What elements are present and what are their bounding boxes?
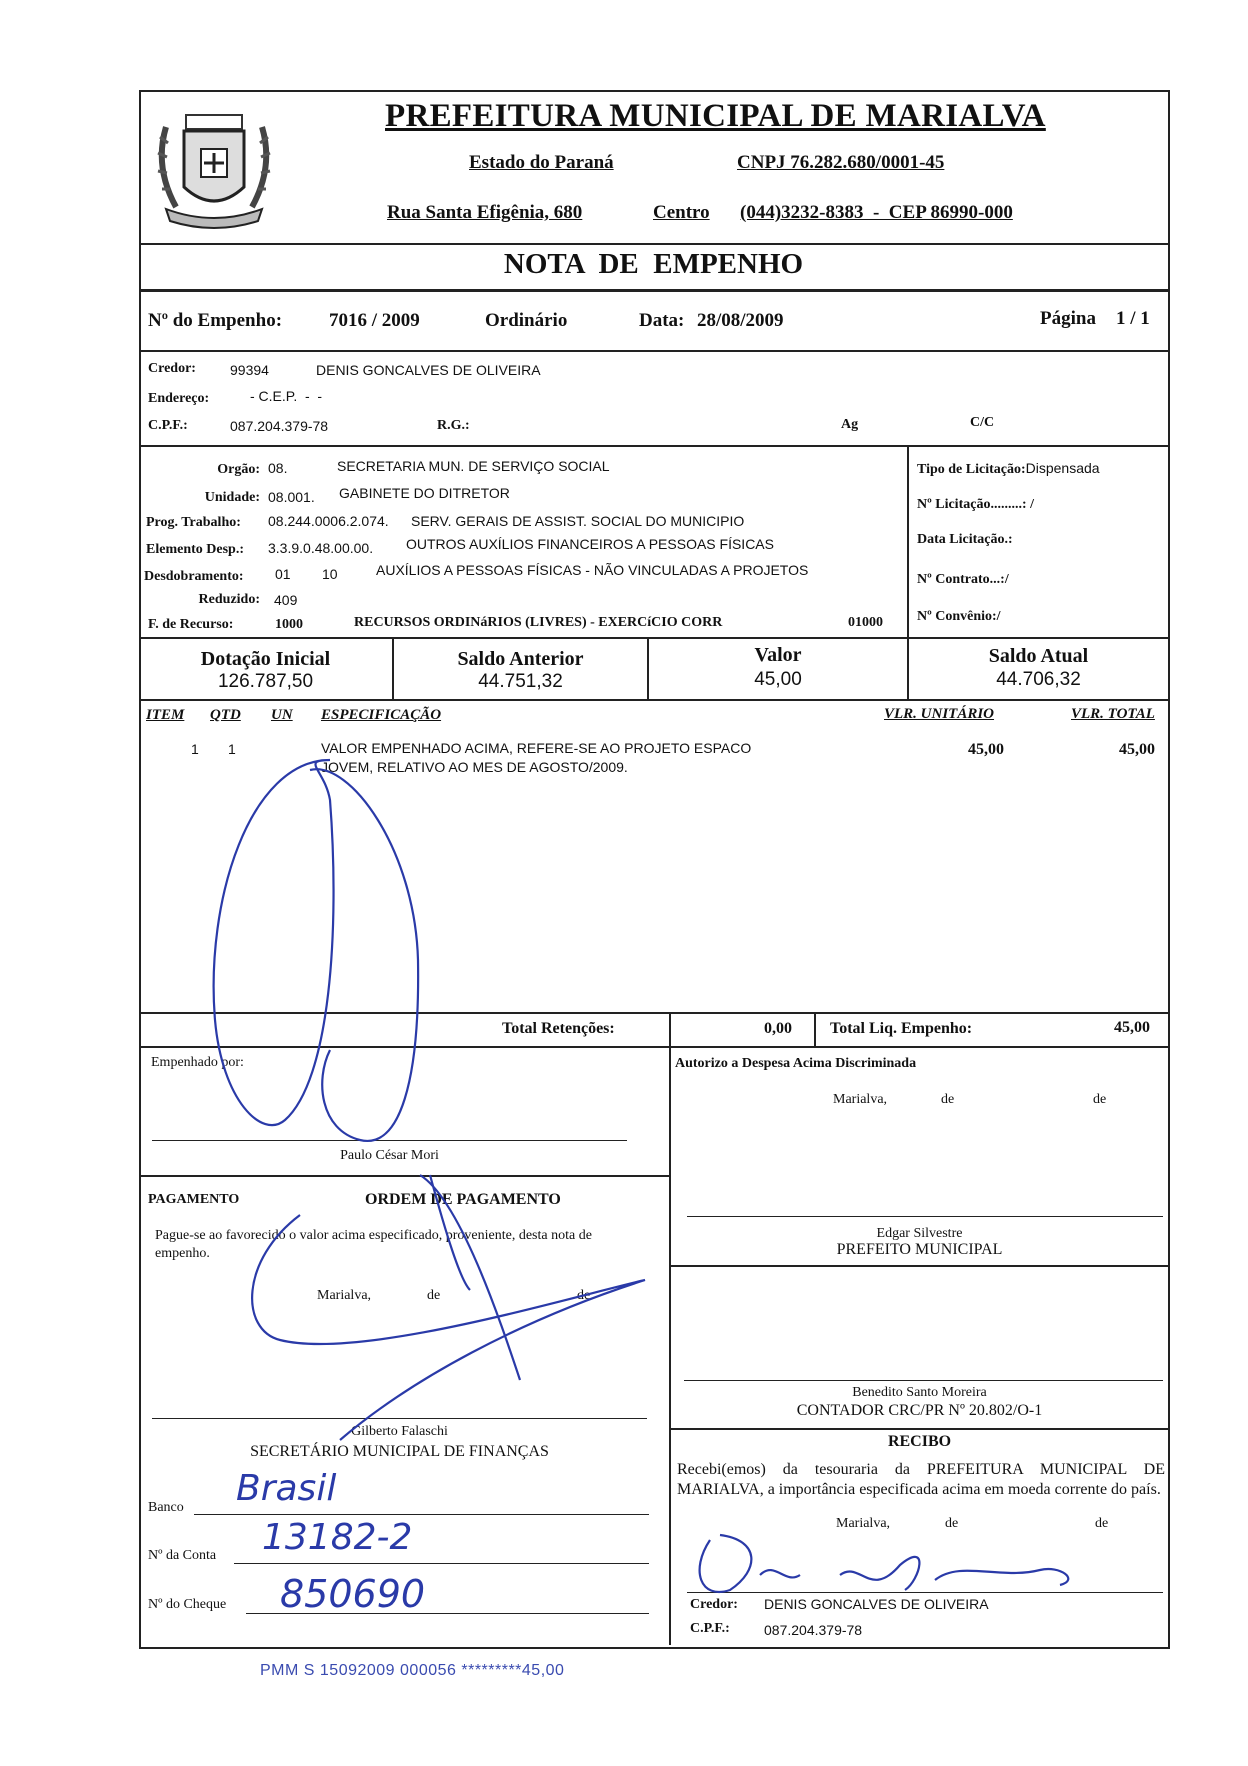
- empenho-date: 28/08/2009: [697, 310, 784, 331]
- prog-code: 08.244.0006.2.074.: [268, 513, 389, 529]
- col-item: ITEM: [146, 707, 185, 723]
- dotacao-label: Dotação Inicial: [200, 648, 331, 670]
- pagamento-signature: [252, 1175, 645, 1440]
- pagamento-de-2: de: [577, 1288, 591, 1303]
- saldo-anterior-value: 44.751,32: [478, 671, 563, 692]
- licitacao-date: Data Licitação.:: [917, 532, 1013, 547]
- saldo-anterior-label: Saldo Anterior: [457, 648, 584, 670]
- desdobramento-b: 10: [322, 566, 338, 582]
- prog-label: Prog. Trabalho:: [146, 515, 241, 530]
- bank-label: Banco: [148, 1500, 184, 1515]
- row-description-line2: JOVEM, RELATIVO AO MES DE AGOSTO/2009.: [321, 759, 628, 775]
- finance-secretary-role: SECRETÁRIO MUNICIPAL DE FINANÇAS: [250, 1443, 549, 1460]
- reduzido-value: 409: [274, 592, 298, 608]
- empenho-signature-loop-1: [214, 760, 334, 1125]
- district: Centro: [653, 202, 710, 223]
- recibo-text: Recebi(emos) da tesouraria da PREFEITURA MUNICIPAL DE MARIALVA, a importância especificada acima em moeda corrente do país.: [677, 1461, 1165, 1498]
- row-item: 1: [191, 741, 199, 757]
- rg-label: R.G.:: [437, 418, 470, 433]
- row-description-line1: VALOR EMPENHADO ACIMA, REFERE-SE AO PROJETO ESPACO: [321, 740, 752, 756]
- empenho-number: 7016 / 2009: [329, 310, 420, 331]
- creditor-code: 99394: [230, 362, 269, 378]
- pagamento-place: Marialva,: [317, 1288, 372, 1303]
- recibo-place: Marialva,: [836, 1516, 891, 1531]
- phone-cep: (044)3232-8383 - CEP 86990-000: [740, 202, 1013, 223]
- processing-stamp: PMM S 15092009 000056 *********45,00: [260, 1662, 565, 1679]
- elemento-label: Elemento Desp.:: [146, 542, 244, 557]
- licitacao-number: Nº Licitação.........: /: [917, 497, 1034, 512]
- cheque-number-label: Nº do Cheque: [148, 1597, 227, 1612]
- desdobramento-name: AUXÍLIOS A PESSOAS FÍSICAS - NÃO VINCULADAS A PROJETOS: [376, 562, 809, 578]
- cpf-value: 087.204.379-78: [230, 418, 329, 434]
- orgao-label: Orgão:: [217, 462, 260, 477]
- saldo-atual-label: Saldo Atual: [988, 645, 1089, 667]
- bank-handwritten: Brasil: [236, 1468, 337, 1509]
- elemento-name: OUTROS AUXÍLIOS FINANCEIROS A PESSOAS FÍSICAS: [406, 536, 774, 552]
- empenho-date-label: Data:: [639, 310, 685, 331]
- pagamento-text: Pague-se ao favorecido o valor acima especificado, proveniente, desta nota de empenho.: [155, 1228, 592, 1261]
- elemento-code: 3.3.9.0.48.00.00.: [268, 540, 374, 556]
- accountant-role: CONTADOR CRC/PR Nº 20.802/O-1: [796, 1402, 1043, 1419]
- desdobramento-a: 01: [275, 566, 291, 582]
- recurso-number: 01000: [848, 615, 883, 630]
- recurso-code: 1000: [275, 617, 303, 632]
- empenhado-label: Empenhado por:: [151, 1055, 244, 1070]
- empenho-number-label: Nº do Empenho:: [148, 310, 283, 331]
- recibo-label: RECIBO: [887, 1433, 952, 1450]
- retencoes-label: Total Retenções:: [502, 1020, 615, 1037]
- empenho-type: Ordinário: [485, 310, 568, 331]
- cheque-handwritten: 850690: [280, 1572, 426, 1616]
- autorizo-de-1: de: [941, 1092, 955, 1107]
- autorizo-place: Marialva,: [833, 1092, 888, 1107]
- empenhado-signer: Paulo César Mori: [340, 1148, 439, 1163]
- address-label: Endereço:: [148, 391, 210, 406]
- liquido-value: 45,00: [1114, 1019, 1150, 1036]
- recibo-de-1: de: [945, 1516, 959, 1531]
- licitacao-type-value: Dispensada: [1025, 460, 1100, 476]
- row-total-value: 45,00: [1119, 741, 1155, 758]
- recurso-label: F. de Recurso:: [148, 617, 234, 632]
- recibo-credor-name: DENIS GONCALVES DE OLIVEIRA: [764, 1596, 989, 1612]
- col-especificacao: ESPECIFICAÇÃO: [321, 707, 442, 723]
- city-hall-title: PREFEITURA MUNICIPAL DE MARIALVA: [385, 98, 1046, 134]
- contract-number: Nº Contrato...:/: [917, 572, 1009, 587]
- orgao-code: 08.: [268, 460, 288, 476]
- recibo-de-2: de: [1095, 1516, 1109, 1531]
- address-value: - C.E.P. - -: [250, 388, 323, 404]
- col-qtd: QTD: [210, 707, 241, 723]
- row-qtd: 1: [228, 741, 236, 757]
- recibo-credor-label: Credor:: [690, 1597, 738, 1612]
- street-address: Rua Santa Efigênia, 680: [387, 202, 583, 223]
- creditor-label: Credor:: [148, 361, 196, 376]
- recurso-name: RECURSOS ORDINáRIOS (LIVRES) - EXERCíCIO CORR: [354, 615, 723, 630]
- state-name: Estado do Paraná: [469, 152, 614, 173]
- row-unit-value: 45,00: [968, 741, 1004, 758]
- page-label: Página: [1040, 308, 1096, 329]
- unidade-label: Unidade:: [204, 490, 260, 505]
- autorizo-de-2: de: [1093, 1092, 1107, 1107]
- account-number-label: Nº da Conta: [148, 1548, 217, 1563]
- prog-name: SERV. GERAIS DE ASSIST. SOCIAL DO MUNICIPIO: [411, 513, 745, 529]
- valor-label: Valor: [754, 644, 802, 666]
- orgao-name: SECRETARIA MUN. DE SERVIÇO SOCIAL: [337, 458, 610, 474]
- col-unit-value: VLR. UNITÁRIO: [884, 706, 995, 722]
- pagamento-label: PAGAMENTO: [148, 1192, 240, 1207]
- document-title: NOTA DE EMPENHO: [503, 248, 804, 280]
- account-handwritten: 13182-2: [262, 1517, 413, 1558]
- liquido-label: Total Liq. Empenho:: [830, 1020, 973, 1037]
- mayor-name: Edgar Silvestre: [876, 1226, 963, 1241]
- desdobramento-label: Desdobramento:: [144, 569, 244, 584]
- mayor-role: PREFEITO MUNICIPAL: [836, 1241, 1003, 1258]
- saldo-atual-value: 44.706,32: [996, 669, 1081, 690]
- empenho-signature-loop-2: [310, 769, 418, 1141]
- page-number: 1 / 1: [1116, 308, 1150, 329]
- recibo-signature: [700, 1535, 1069, 1592]
- recibo-cpf-label: C.P.F.:: [690, 1621, 730, 1636]
- cpf-label: C.P.F.:: [148, 418, 188, 433]
- dotacao-value: 126.787,50: [217, 671, 314, 692]
- cnpj: CNPJ 76.282.680/0001-45: [737, 152, 945, 173]
- reduzido-label: Reduzido:: [198, 592, 260, 607]
- creditor-name: DENIS GONCALVES DE OLIVEIRA: [316, 362, 541, 378]
- col-total-value: VLR. TOTAL: [1071, 706, 1155, 722]
- accountant-name: Benedito Santo Moreira: [852, 1385, 987, 1400]
- agency-label: Ag: [841, 417, 859, 432]
- finance-secretary-name: Gilberto Falaschi: [351, 1424, 448, 1439]
- ordem-pagamento-label: ORDEM DE PAGAMENTO: [365, 1191, 561, 1208]
- autorizo-label: Autorizo a Despesa Acima Discriminada: [675, 1056, 917, 1071]
- retencoes-value: 0,00: [764, 1020, 792, 1037]
- col-un: UN: [271, 707, 293, 723]
- recibo-cpf-value: 087.204.379-78: [764, 1622, 863, 1638]
- valor-value: 45,00: [754, 669, 802, 690]
- convenio-number: Nº Convênio:/: [917, 609, 1001, 624]
- unidade-code: 08.001.: [268, 489, 315, 505]
- licitacao-type-label-text: Tipo de Licitação:: [917, 462, 1026, 477]
- unidade-name: GABINETE DO DITRETOR: [339, 485, 510, 501]
- account-label: C/C: [970, 415, 995, 430]
- pagamento-de-1: de: [427, 1288, 441, 1303]
